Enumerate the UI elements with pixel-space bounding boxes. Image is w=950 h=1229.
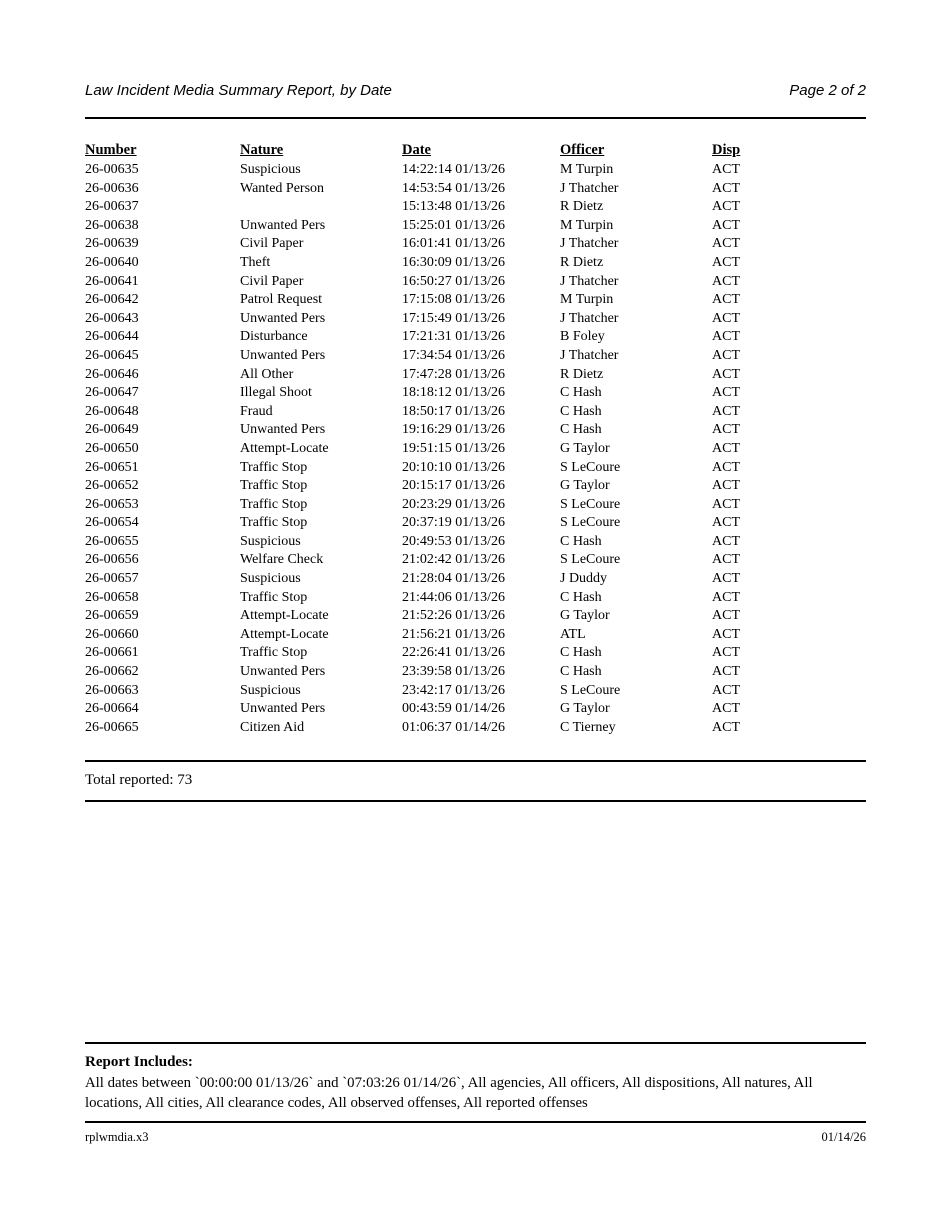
column-header-officer: Officer <box>560 142 605 158</box>
cell-disp: ACT <box>712 645 740 661</box>
cell-nature: All Other <box>240 366 294 382</box>
cell-number: 26-00659 <box>85 608 139 624</box>
cell-nature: Wanted Person <box>240 180 325 196</box>
cell-date: 17:34:54 01/13/26 <box>402 347 506 363</box>
table-row <box>85 626 866 645</box>
cell-nature: Unwanted Pers <box>240 701 326 717</box>
table-row <box>85 273 866 292</box>
cell-date: 15:13:48 01/13/26 <box>402 199 506 215</box>
cell-nature: Illegal Shoot <box>240 385 312 401</box>
cell-disp: ACT <box>712 217 740 233</box>
cell-nature: Patrol Request <box>240 292 323 308</box>
cell-number: 26-00655 <box>85 533 139 549</box>
cell-nature: Welfare Check <box>240 552 324 568</box>
cell-number: 26-00635 <box>85 162 139 177</box>
cell-officer: S LeCoure <box>560 515 621 531</box>
cell-nature <box>240 198 402 217</box>
cell-disp: ACT <box>712 533 740 549</box>
cell-number: 26-00648 <box>85 403 139 419</box>
table-row <box>85 551 866 570</box>
cell-number: 26-00652 <box>85 478 139 494</box>
cell-number: 26-00656 <box>85 552 139 568</box>
cell-number: 26-00642 <box>85 292 139 308</box>
cell-nature: Unwanted Pers <box>240 347 326 363</box>
report-id: rplwmdia.x3 <box>85 1130 149 1144</box>
cell-officer: C Hash <box>560 533 602 549</box>
cell-nature: Traffic Stop <box>240 496 308 512</box>
table-row <box>85 328 866 347</box>
cell-nature: Unwanted Pers <box>240 310 326 326</box>
cell-number: 26-00663 <box>85 682 139 698</box>
cell-date: 14:53:54 01/13/26 <box>402 180 506 196</box>
cell-nature: Unwanted Pers <box>240 217 326 233</box>
cell-disp: ACT <box>712 329 740 345</box>
cell-disp: ACT <box>712 571 740 587</box>
cell-disp: ACT <box>712 254 740 270</box>
report-includes-heading: Report Includes: <box>85 1054 193 1070</box>
cell-date: 20:23:29 01/13/26 <box>402 496 506 512</box>
cell-number: 26-00645 <box>85 347 139 363</box>
cell-number: 26-00651 <box>85 459 139 475</box>
cell-officer: J Thatcher <box>560 273 619 289</box>
cell-officer: G Taylor <box>560 608 610 624</box>
cell-number: 26-00662 <box>85 664 139 680</box>
table-row <box>85 235 866 254</box>
cell-nature: Citizen Aid <box>240 719 305 735</box>
cell-disp: ACT <box>712 478 740 494</box>
cell-date: 16:30:09 01/13/26 <box>402 254 506 270</box>
cell-officer: C Hash <box>560 664 602 680</box>
cell-number: 26-00646 <box>85 366 139 382</box>
cell-disp: ACT <box>712 310 740 326</box>
table-row <box>85 477 866 496</box>
cell-nature: Attempt-Locate <box>240 626 329 642</box>
cell-number: 26-00649 <box>85 422 139 438</box>
cell-nature: Traffic Stop <box>240 478 308 494</box>
cell-nature: Unwanted Pers <box>240 422 326 438</box>
cell-number: 26-00647 <box>85 385 139 401</box>
table-header-row <box>85 141 866 159</box>
cell-number: 26-00641 <box>85 273 139 289</box>
cell-date: 17:15:08 01/13/26 <box>402 292 506 308</box>
cell-officer: R Dietz <box>560 254 604 270</box>
cell-officer: S LeCoure <box>560 496 621 512</box>
cell-date: 17:47:28 01/13/26 <box>402 366 506 382</box>
cell-disp: ACT <box>712 589 740 605</box>
table-row <box>85 700 866 719</box>
cell-nature: Attempt-Locate <box>240 440 329 456</box>
table-row <box>85 366 866 385</box>
cell-disp: ACT <box>712 347 740 363</box>
cell-number: 26-00665 <box>85 719 139 735</box>
cell-officer: J Duddy <box>560 571 608 587</box>
table-row <box>85 180 866 199</box>
cell-nature: Civil Paper <box>240 236 304 252</box>
page-header <box>85 83 866 99</box>
cell-nature: Civil Paper <box>240 273 304 289</box>
cell-date: 18:50:17 01/13/26 <box>402 403 506 419</box>
cell-nature: Suspicious <box>240 162 301 177</box>
cell-disp: ACT <box>712 199 740 215</box>
cell-date: 21:28:04 01/13/26 <box>402 571 506 587</box>
cell-number: 26-00638 <box>85 217 139 233</box>
cell-number: 26-00657 <box>85 571 139 587</box>
cell-officer: M Turpin <box>560 217 614 233</box>
cell-disp: ACT <box>712 422 740 438</box>
cell-date: 01:06:37 01/14/26 <box>402 719 506 735</box>
header-rule <box>85 117 866 119</box>
table-row <box>85 254 866 273</box>
cell-disp: ACT <box>712 403 740 419</box>
table-row <box>85 644 866 663</box>
cell-officer: ATL <box>560 626 586 642</box>
cell-number: 26-00654 <box>85 515 139 531</box>
cell-officer: M Turpin <box>560 292 614 308</box>
cell-officer: G Taylor <box>560 701 610 717</box>
cell-nature: Fraud <box>240 403 273 419</box>
cell-officer: G Taylor <box>560 440 610 456</box>
table-row <box>85 217 866 236</box>
cell-officer: R Dietz <box>560 199 604 215</box>
cell-nature: Traffic Stop <box>240 589 308 605</box>
column-header-date: Date <box>402 142 431 158</box>
cell-date: 17:15:49 01/13/26 <box>402 310 506 326</box>
cell-disp: ACT <box>712 515 740 531</box>
cell-officer: C Hash <box>560 403 602 419</box>
cell-disp: ACT <box>712 162 740 177</box>
page-number: Page 2 of 2 <box>789 82 866 99</box>
table-row <box>85 663 866 682</box>
cell-officer: G Taylor <box>560 478 610 494</box>
cell-date: 21:02:42 01/13/26 <box>402 552 506 568</box>
cell-date: 18:18:12 01/13/26 <box>402 385 506 401</box>
cell-officer: S LeCoure <box>560 552 621 568</box>
cell-disp: ACT <box>712 719 740 735</box>
table-row <box>85 291 866 310</box>
cell-date: 20:49:53 01/13/26 <box>402 533 506 549</box>
cell-disp: ACT <box>712 440 740 456</box>
cell-nature: Unwanted Pers <box>240 664 326 680</box>
table-row <box>85 384 866 403</box>
cell-officer: C Hash <box>560 385 602 401</box>
cell-number: 26-00661 <box>85 645 139 661</box>
table-row <box>85 347 866 366</box>
cell-date: 19:16:29 01/13/26 <box>402 422 506 438</box>
page-footer <box>85 1130 866 1145</box>
cell-nature: Theft <box>240 254 271 270</box>
cell-date: 19:51:15 01/13/26 <box>402 440 506 456</box>
table-row <box>85 440 866 459</box>
cell-date: 20:37:19 01/13/26 <box>402 515 506 531</box>
cell-date: 00:43:59 01/14/26 <box>402 701 506 717</box>
cell-disp: ACT <box>712 496 740 512</box>
cell-officer: C Hash <box>560 589 602 605</box>
cell-disp: ACT <box>712 236 740 252</box>
cell-officer: B Foley <box>560 329 605 345</box>
total-bottom-rule <box>85 800 866 802</box>
cell-number: 26-00640 <box>85 254 139 270</box>
cell-nature: Suspicious <box>240 682 301 698</box>
cell-disp: ACT <box>712 626 740 642</box>
cell-date: 14:22:14 01/13/26 <box>402 162 506 177</box>
cell-officer: M Turpin <box>560 162 614 177</box>
table-row <box>85 514 866 533</box>
cell-disp: ACT <box>712 366 740 382</box>
cell-officer: S LeCoure <box>560 459 621 475</box>
column-header-number: Number <box>85 142 137 158</box>
cell-disp: ACT <box>712 552 740 568</box>
table-row <box>85 533 866 552</box>
table-row <box>85 719 866 738</box>
cell-officer: C Hash <box>560 645 602 661</box>
table-row <box>85 682 866 701</box>
cell-number: 26-00636 <box>85 180 139 196</box>
table-row <box>85 459 866 478</box>
cell-date: 22:26:41 01/13/26 <box>402 645 506 661</box>
includes-top-rule <box>85 1042 866 1044</box>
cell-disp: ACT <box>712 459 740 475</box>
cell-date: 21:52:26 01/13/26 <box>402 608 506 624</box>
table-row <box>85 570 866 589</box>
cell-date: 20:10:10 01/13/26 <box>402 459 506 475</box>
total-reported: Total reported: 73 <box>85 772 193 788</box>
cell-officer: C Tierney <box>560 719 616 735</box>
cell-date: 20:15:17 01/13/26 <box>402 478 506 494</box>
table-row <box>85 496 866 515</box>
cell-nature: Traffic Stop <box>240 645 308 661</box>
table-row <box>85 161 866 180</box>
cell-number: 26-00644 <box>85 329 139 345</box>
cell-number: 26-00650 <box>85 440 139 456</box>
incident-table-body <box>85 161 866 737</box>
cell-nature: Traffic Stop <box>240 515 308 531</box>
cell-nature: Disturbance <box>240 329 308 345</box>
cell-officer: S LeCoure <box>560 682 621 698</box>
cell-nature: Attempt-Locate <box>240 608 329 624</box>
table-row <box>85 589 866 608</box>
cell-number: 26-00637 <box>85 199 139 215</box>
cell-disp: ACT <box>712 701 740 717</box>
cell-number: 26-00658 <box>85 589 139 605</box>
cell-disp: ACT <box>712 608 740 624</box>
print-date: 01/14/26 <box>821 1130 866 1144</box>
cell-number: 26-00653 <box>85 496 139 512</box>
cell-number: 26-00643 <box>85 310 139 326</box>
cell-disp: ACT <box>712 385 740 401</box>
cell-nature: Suspicious <box>240 533 301 549</box>
cell-date: 21:44:06 01/13/26 <box>402 589 506 605</box>
cell-nature: Traffic Stop <box>240 459 308 475</box>
cell-disp: ACT <box>712 292 740 308</box>
table-row <box>85 421 866 440</box>
cell-disp: ACT <box>712 180 740 196</box>
cell-disp: ACT <box>712 664 740 680</box>
cell-officer: J Thatcher <box>560 310 619 326</box>
table-row <box>85 403 866 422</box>
cell-date: 23:42:17 01/13/26 <box>402 682 506 698</box>
cell-number: 26-00660 <box>85 626 139 642</box>
cell-officer: R Dietz <box>560 366 604 382</box>
cell-date: 21:56:21 01/13/26 <box>402 626 506 642</box>
cell-date: 23:39:58 01/13/26 <box>402 664 506 680</box>
cell-disp: ACT <box>712 682 740 698</box>
table-row <box>85 310 866 329</box>
cell-officer: J Thatcher <box>560 236 619 252</box>
table-row <box>85 607 866 626</box>
cell-officer: J Thatcher <box>560 347 619 363</box>
column-header-nature: Nature <box>240 142 284 158</box>
report-title: Law Incident Media Summary Report, by Date <box>85 82 392 99</box>
cell-number: 26-00664 <box>85 701 139 717</box>
cell-date: 15:25:01 01/13/26 <box>402 217 506 233</box>
cell-date: 16:50:27 01/13/26 <box>402 273 506 289</box>
report-includes-body: All dates between `00:00:00 01/13/26` and `07:03:26 01/14/26`, All agencies, All officers, All dispositions, All natures, All locations, All cities, All clearance codes, All observed offenses, All reported offenses <box>85 1075 813 1111</box>
table-row <box>85 198 866 217</box>
column-header-disp: Disp <box>712 142 741 158</box>
cell-officer: C Hash <box>560 422 602 438</box>
cell-officer: J Thatcher <box>560 180 619 196</box>
footer-rule <box>85 1121 866 1123</box>
cell-date: 16:01:41 01/13/26 <box>402 236 506 252</box>
cell-disp: ACT <box>712 273 740 289</box>
cell-nature: Suspicious <box>240 571 301 587</box>
cell-date: 17:21:31 01/13/26 <box>402 329 506 345</box>
table-bottom-rule <box>85 760 866 762</box>
cell-number: 26-00639 <box>85 236 139 252</box>
